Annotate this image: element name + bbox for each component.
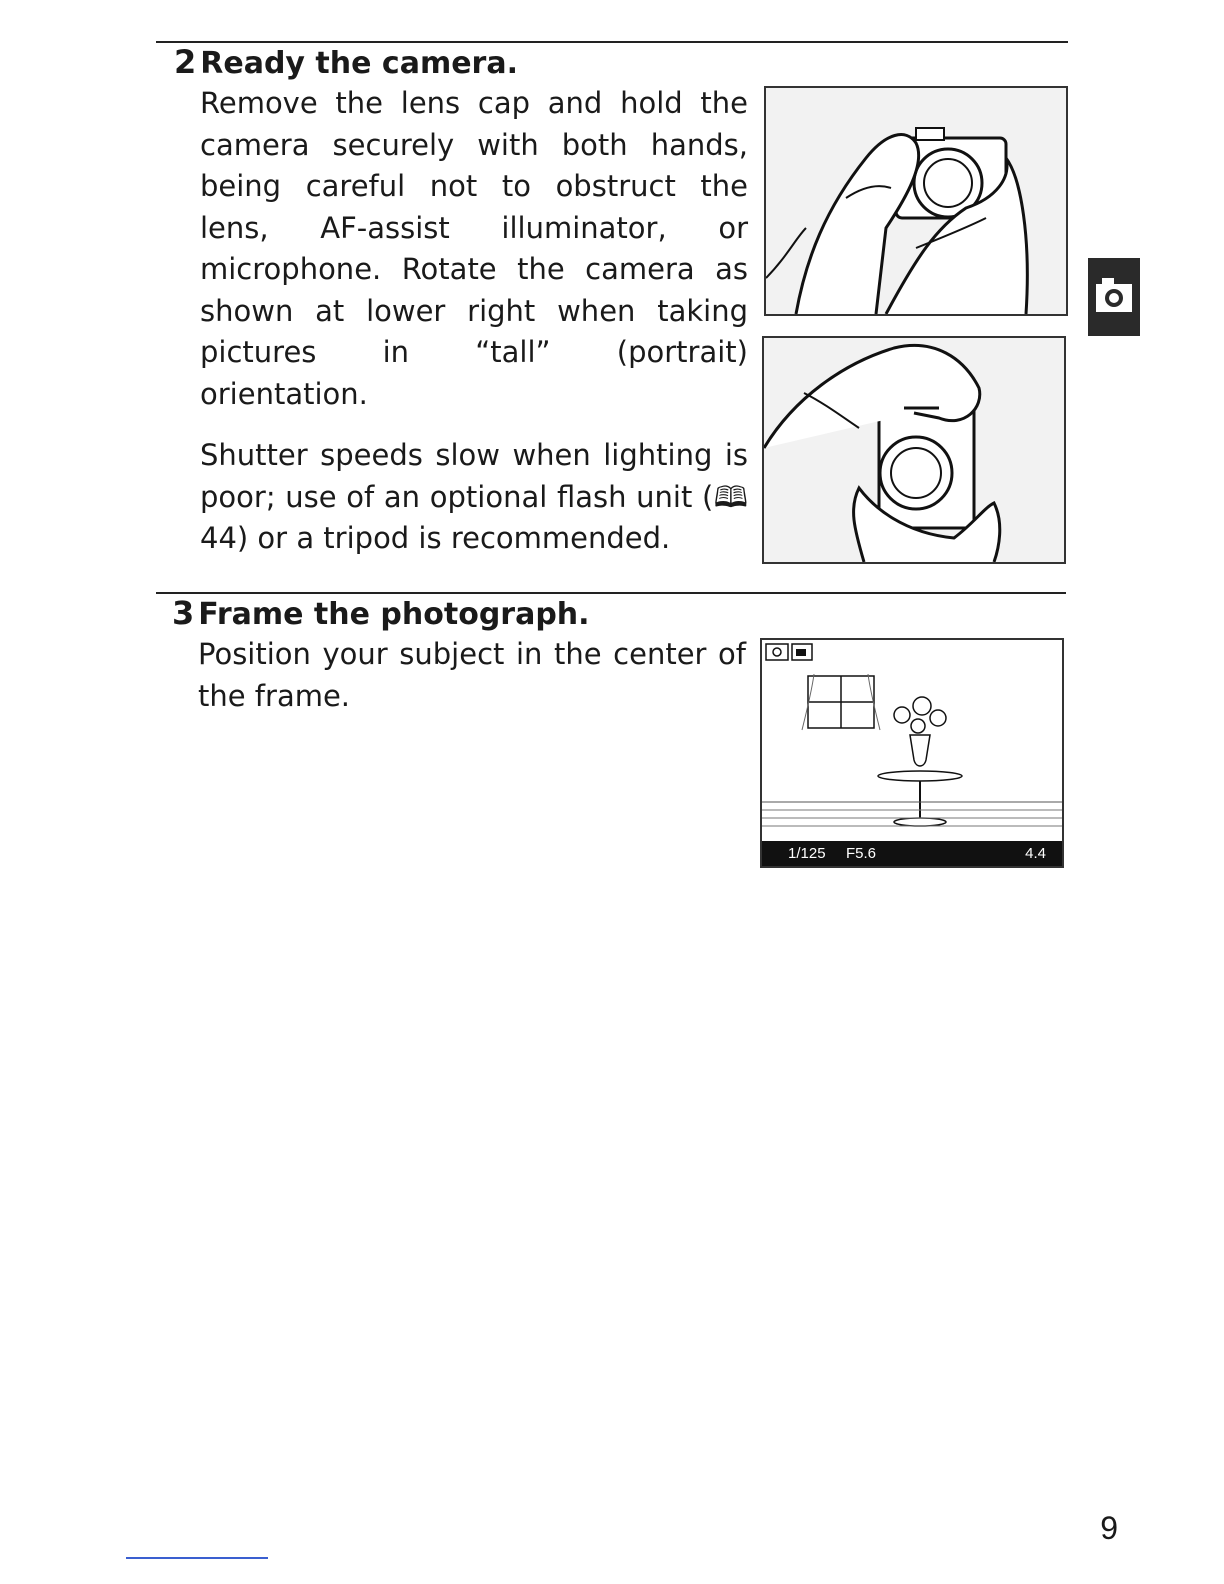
camera-holding-landscape-illustration [766, 88, 1066, 314]
step3-heading [172, 595, 590, 633]
step2-paragraph1: Remove the lens cap and hold the camera securely with both hands, being careful not to obstruct the lens, AF-assist illuminator, or microphone. Rotate the camera as shown at lower right when taking pictures in “tall” (portrait) orientation. [200, 86, 748, 411]
step2-paragraph2: Shutter speeds slow when lighting is poor; use of an optional flash unit (🕮 44) or a tripod is recommended. [200, 438, 748, 555]
step3-rule [156, 592, 1066, 594]
step3-body [198, 634, 746, 717]
step2-heading [174, 44, 518, 82]
step2-body [200, 83, 748, 560]
still-image-mode-icon [766, 644, 788, 660]
step3-title: Frame the photograph. [198, 597, 590, 632]
step3-paragraph1: Position your subject in the center of the frame. [198, 637, 746, 713]
monitor-display [760, 638, 1064, 868]
monitor-info-bar [762, 841, 1062, 866]
monitor-scene [762, 640, 1062, 840]
portrait-hold-illustration [762, 336, 1066, 564]
step2-title: Ready the camera. [200, 46, 518, 81]
camera-tab-icon [1088, 258, 1140, 336]
landscape-hold-illustration [764, 86, 1068, 316]
camera-holding-portrait-illustration [764, 338, 1064, 562]
aperture-readout: F5.6 [846, 845, 877, 862]
frames-remaining-readout: 4.4 [1025, 845, 1046, 862]
bottom-divider [126, 1557, 268, 1559]
step3-number: 3 [172, 594, 195, 632]
step2-number: 2 [174, 43, 197, 81]
camera-tab [1088, 258, 1140, 336]
page-number: 9 [1100, 1510, 1118, 1546]
step2-rule [156, 41, 1068, 43]
shutter-speed-readout: 1/125 [788, 845, 826, 862]
